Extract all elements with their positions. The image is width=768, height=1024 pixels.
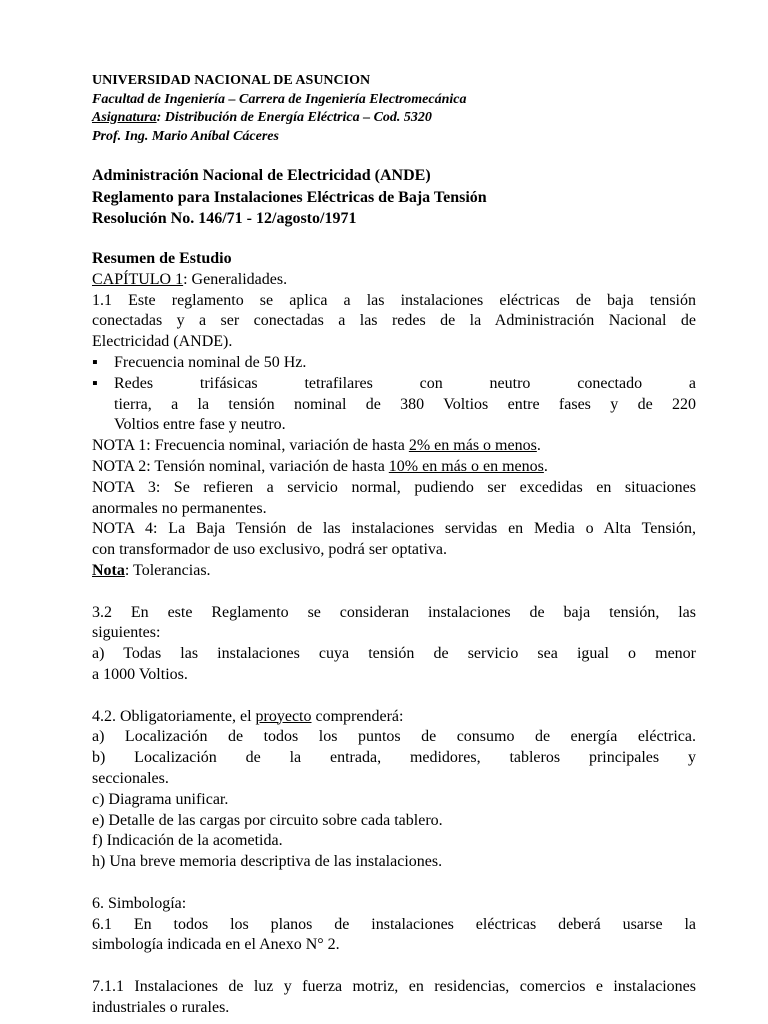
subject-value: : Distribución de Energía Eléctrica – Cod. 5320 (156, 110, 432, 125)
bullet-marker: ▪ (92, 374, 98, 392)
nota-1-text: NOTA 1: Frecuencia nominal, variación de hasta (92, 437, 409, 455)
section-4-2-underlined: proyecto (255, 707, 312, 725)
section-3-2-line: 3.2 En este Reglamento se consideran instalaciones de baja tensión, las (92, 603, 696, 621)
nota-1-end: . (536, 437, 541, 455)
document-body (92, 249, 696, 1018)
subject-line (92, 109, 696, 128)
chapter-title: : Generalidades. (183, 270, 288, 288)
nota-label: Nota (92, 561, 125, 579)
section-4-2-item: a) Localización de todos los puntos de consumo de energía eléctrica. (92, 728, 696, 746)
section-6-heading: 6. Simbología: (92, 894, 187, 912)
section-6-1-line: simbología indicada en el Anexo N° 2. (92, 936, 340, 954)
paragraph-1-1-line: Electricidad (ANDE). (92, 333, 233, 351)
section-4-2-item: e) Detalle de las cargas por circuito sobre cada tablero. (92, 811, 443, 829)
section-4-2-text: 4.2. Obligatoriamente, el (92, 707, 256, 725)
nota-3-line: anormales no permanentes. (92, 499, 267, 517)
section-7-1-1-line: industriales o rurales. (92, 998, 230, 1016)
chapter-label: CAPÍTULO 1 (92, 270, 184, 288)
section-7-1-1-line: 7.1.1 Instalaciones de luz y fuerza motriz, en residencias, comercios e instalaciones (92, 977, 696, 995)
summary-heading: Resumen de Estudio (92, 250, 232, 267)
bullet-text: Frecuencia nominal de 50 Hz. (114, 353, 307, 371)
document-header (92, 72, 696, 146)
subject-label: Asignatura (92, 110, 157, 125)
bullet-text: Redes trifásicas tetrafilares con neutro conectado a (114, 374, 696, 392)
nota-text: : Tolerancias. (124, 561, 211, 579)
section-4-2-item: f) Indicación de la acometida. (92, 832, 283, 850)
professor-line: Prof. Ing. Mario Aníbal Cáceres (92, 128, 279, 144)
title-line-1: Administración Nacional de Electricidad (ANDE) (92, 167, 431, 184)
nota-2-text: NOTA 2: Tensión nominal, variación de hasta (92, 457, 389, 475)
bullet-text: tierra, a la tensión nominal de 380 Voltios entre fases y de 220 (114, 395, 696, 413)
section-4-2-end: comprenderá: (311, 707, 404, 725)
paragraph-gap (92, 873, 696, 894)
university-name: UNIVERSIDAD NACIONAL DE ASUNCION (92, 73, 371, 88)
chapter-heading (92, 270, 696, 291)
nota-2-end: . (543, 457, 548, 475)
paragraph-gap (92, 582, 696, 603)
nota-2 (92, 457, 696, 478)
nota-4-line: con transformador de uso exclusivo, podrá ser optativa. (92, 541, 448, 559)
nota-2-underlined: 10% en más o en menos (388, 457, 544, 475)
section-4-2-item: b) Localización de la entrada, medidores, tableros principales y (92, 749, 696, 767)
bullet-item (92, 353, 696, 374)
section-6-1-line: 6.1 En todos los planos de instalaciones eléctricas deberá usarse la (92, 915, 696, 933)
section-4-2-item: h) Una breve memoria descriptiva de las instalaciones. (92, 853, 443, 871)
bullet-text: Voltios entre fase y neutro. (114, 416, 286, 434)
document-title (92, 165, 696, 230)
section-3-2-line: siguientes: (92, 624, 161, 642)
nota-tolerancias (92, 561, 696, 582)
faculty-line: Facultad de Ingeniería – Carrera de Ingeniería Electromecánica (92, 91, 467, 107)
nota-4-line: NOTA 4: La Baja Tensión de las instalaciones servidas en Media o Alta Tensión, (92, 520, 696, 538)
section-4-2-item: c) Diagrama unificar. (92, 790, 229, 808)
section-3-2-line: a 1000 Voltios. (92, 665, 188, 683)
paragraph-gap (92, 956, 696, 977)
title-line-3: Resolución No. 146/71 - 12/agosto/1971 (92, 210, 357, 227)
paragraph-gap (92, 686, 696, 707)
paragraph-1-1-line: conectadas y a ser conectadas a las redes de la Administración Nacional de (92, 312, 696, 330)
section-4-2-heading (92, 707, 696, 728)
section-3-2-line: a) Todas las instalaciones cuya tensión de servicio sea igual o menor (92, 645, 696, 663)
title-line-2: Reglamento para Instalaciones Eléctricas de Baja Tensión (92, 188, 487, 206)
bullet-marker: ▪ (92, 353, 98, 371)
nota-1 (92, 436, 696, 457)
paragraph-1-1-line: 1.1 Este reglamento se aplica a las instalaciones eléctricas de baja tensión (92, 291, 696, 309)
nota-1-underlined: 2% en más o menos (408, 437, 537, 455)
section-4-2-item: seccionales. (92, 769, 169, 787)
nota-3-line: NOTA 3: Se refieren a servicio normal, pudiendo ser excedidas en situaciones (92, 478, 696, 496)
bullet-item (92, 374, 696, 436)
